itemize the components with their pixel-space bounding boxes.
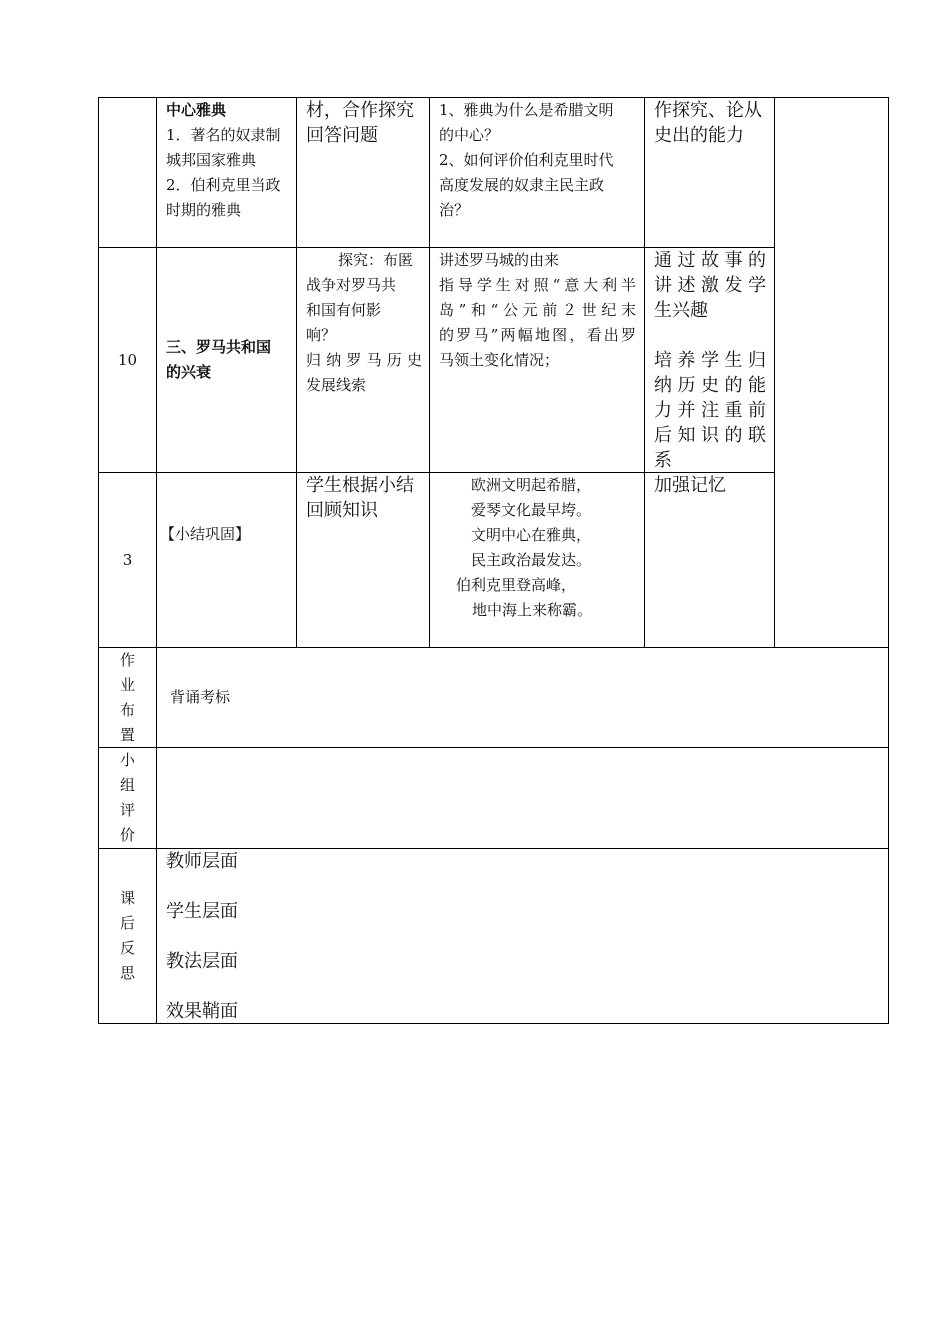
column-border — [644, 97, 645, 648]
column-border — [296, 97, 297, 648]
content-line: 2．伯利克里当政 — [166, 176, 281, 194]
row2-content — [166, 248, 292, 472]
intent-line: 加强记忆 — [654, 475, 726, 496]
row3-design-intent — [654, 473, 769, 498]
reflection-label — [99, 849, 156, 1023]
time-minutes: 10 — [117, 350, 138, 369]
column-border — [156, 97, 157, 1024]
homework-text — [170, 685, 870, 710]
row2-time — [99, 248, 156, 472]
student-line: 回顾知识 — [306, 500, 378, 521]
student-line: 战争对罗马共 — [306, 276, 397, 294]
intent-line: 通过故事的 — [654, 250, 766, 271]
student-line: 学生根据小结 — [306, 475, 414, 496]
label-char: 价 — [119, 826, 135, 844]
column-border — [774, 97, 775, 648]
teacher-line: 马领土变化情况； — [439, 351, 560, 369]
reflection-items — [166, 849, 866, 1024]
intent-line: 史出的能力 — [654, 125, 744, 146]
row2-teacher-activity — [439, 248, 636, 373]
label-char: 评 — [119, 801, 135, 819]
row3-time — [99, 473, 156, 647]
row3-teacher-activity — [440, 473, 640, 623]
intent-line: 讲述激发学 — [654, 275, 766, 296]
content-line: 的兴衰 — [166, 363, 212, 381]
homework-label — [99, 648, 156, 747]
teacher-line: 指导学生对照“意大利半 — [439, 276, 636, 294]
row-border — [98, 747, 889, 748]
intent-line: 后知识的联 — [654, 425, 766, 446]
student-line: 发展线索 — [306, 376, 367, 394]
teacher-line: 的罗马”两幅地图，看出罗 — [439, 326, 636, 344]
label-char: 反 — [119, 939, 135, 957]
group-eval-label — [99, 748, 156, 848]
row-border — [98, 647, 889, 648]
teacher-line: 的中心？ — [439, 126, 500, 144]
label-char: 小 — [119, 751, 135, 769]
row1-content — [166, 98, 292, 223]
teacher-line: 民主政治最发达。 — [471, 551, 592, 569]
teacher-line: 高度发展的奴隶主民主政 — [439, 176, 605, 194]
label-char: 作 — [119, 650, 135, 669]
reflection-item: 教师层面 — [166, 851, 238, 872]
teacher-line: 岛”和“公元前２世纪末 — [439, 301, 636, 319]
label-char: 课 — [119, 889, 135, 907]
intent-line: 培养学生归 — [654, 350, 766, 371]
student-line: 探究：布匿 — [338, 251, 414, 269]
student-line: 材，合作探究 — [306, 100, 414, 121]
label-char: 组 — [119, 776, 135, 794]
label-char: 布 — [119, 700, 135, 719]
row1-student-activity — [306, 98, 426, 148]
student-line: 响？ — [306, 326, 337, 344]
student-line: 归纳罗马历史 — [306, 351, 422, 369]
content-line: 城邦国家雅典 — [166, 151, 257, 169]
row3-student-activity — [306, 473, 426, 523]
teacher-line: 治？ — [439, 201, 470, 219]
column-border — [429, 97, 430, 648]
teacher-line: 2、如何评价伯利克里时代 — [439, 151, 614, 169]
intent-line — [654, 323, 766, 348]
reflection-item: 教法层面 — [166, 951, 238, 972]
teacher-line: 文明中心在雅典， — [471, 526, 592, 544]
intent-line: 作探究、论从 — [654, 100, 762, 121]
intent-line: 纳历史的能 — [654, 375, 766, 396]
row1-design-intent — [654, 98, 769, 148]
homework-content: 背诵考标 — [170, 688, 231, 706]
student-line: 回答问题 — [306, 125, 378, 146]
teacher-line: 地中海上来称霸。 — [472, 601, 593, 619]
content-line: 1．著名的奴隶制 — [166, 126, 281, 144]
intent-line: 力并注重前 — [654, 400, 766, 421]
column-border — [888, 97, 889, 1024]
teacher-line: 爱琴文化最早垮。 — [471, 501, 592, 519]
content-line: 时期的雅典 — [166, 201, 242, 219]
label-char: 业 — [119, 675, 135, 694]
content-line: 中心雅典 — [166, 101, 227, 119]
label-char: 置 — [119, 725, 135, 744]
row3-content — [160, 522, 292, 547]
teacher-line: 伯利克里登高峰， — [456, 576, 577, 594]
reflection-item: 效果鞘面 — [166, 1001, 238, 1022]
row2-student-activity — [306, 248, 422, 398]
content-line: 三、罗马共和国 — [166, 338, 272, 356]
intent-line: 系 — [654, 450, 672, 471]
reflection-item: 学生层面 — [166, 901, 238, 922]
teacher-line: 1、雅典为什么是希腊文明 — [439, 101, 614, 119]
teacher-line: 讲述罗马城的由来 — [439, 251, 560, 269]
student-line: 和国有何影 — [306, 301, 382, 319]
intent-line: 生兴趣 — [654, 300, 708, 321]
row2-design-intent — [654, 248, 766, 473]
label-char: 思 — [119, 964, 135, 982]
label-char: 后 — [119, 914, 135, 932]
row1-teacher-activity — [439, 98, 639, 223]
time-minutes: 3 — [122, 550, 133, 569]
content-line: 【小结巩固】 — [160, 525, 251, 543]
teacher-line: 欧洲文明起希腊， — [471, 476, 592, 494]
